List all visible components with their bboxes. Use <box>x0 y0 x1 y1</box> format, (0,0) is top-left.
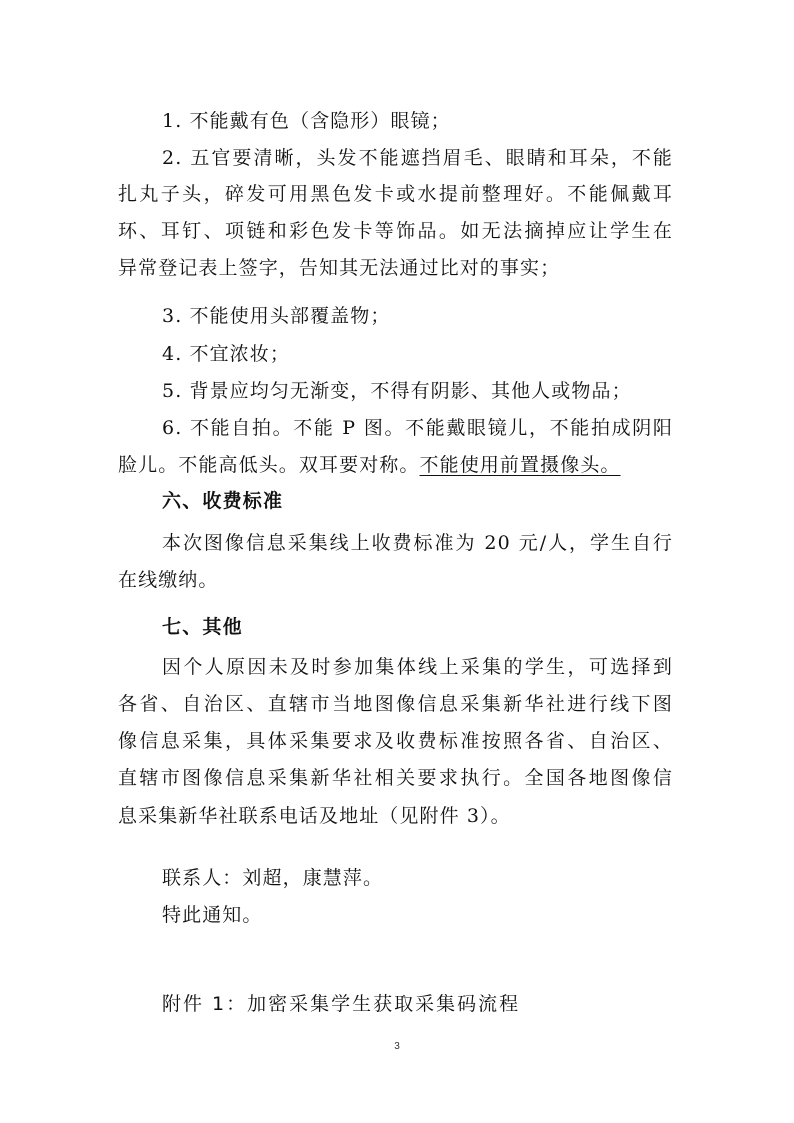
contact-line: 联系人：刘超，康慧萍。 <box>162 867 384 889</box>
section-6-line-1: 本次图像信息采集线上收费标准为 20 元/人，学生自行 <box>162 532 673 554</box>
section-7-line-4: 直辖市图像信息采集新华社相关要求执行。全国各地图像信 <box>118 767 673 789</box>
rule-item-2-line-1: 2. 五官要清晰，头发不能遮挡眉毛、眼睛和耳朵，不能 <box>162 147 673 169</box>
rule-item-3: 3. 不能使用头部覆盖物； <box>162 305 391 327</box>
section-7-heading: 七、其他 <box>162 616 243 638</box>
rule-item-2-line-4: 异常登记表上签字，告知其无法通过比对的事实； <box>118 257 561 279</box>
page-number: 3 <box>394 1041 400 1052</box>
rule-item-5: 5. 背景应均匀无渐变，不得有阴影、其他人或物品； <box>162 380 632 402</box>
section-7-line-5: 息采集新华社联系电话及地址（见附件 3）。 <box>118 805 511 827</box>
rule-item-2-line-3: 环、耳钉、项链和彩色发卡等饰品。如无法摘掉应让学生在 <box>118 220 673 242</box>
rule-item-6-line-2 <box>118 454 621 476</box>
rule-item-6-line-1: 6. 不能自拍。不能 P 图。不能戴眼镜儿，不能拍成阴阳 <box>162 417 673 439</box>
section-6-line-2: 在线缴纳。 <box>118 569 219 591</box>
rule-item-4: 4. 不宜浓妆； <box>162 343 290 365</box>
section-6-heading: 六、收费标准 <box>162 490 284 512</box>
rule-item-1: 1. 不能戴有色（含隐形）眼镜； <box>162 110 451 132</box>
section-7-line-1: 因个人原因未及时参加集体线上采集的学生，可选择到 <box>162 656 673 678</box>
attachment-1-title: 附件 1：加密采集学生获取采集码流程 <box>162 993 521 1015</box>
closing-line: 特此通知。 <box>162 904 263 926</box>
rule-item-2-line-2: 扎丸子头，碎发可用黑色发卡或水提前整理好。不能佩戴耳 <box>118 183 673 205</box>
front-camera-warning: 不能使用前置摄像头。 <box>419 454 621 476</box>
section-7-line-2: 各省、自治区、直辖市当地图像信息采集新华社进行线下图 <box>118 693 673 715</box>
section-7-line-3: 像信息采集，具体采集要求及收费标准按照各省、自治区、 <box>118 730 673 752</box>
rule-item-6-text: 脸儿。不能高低头。双耳要对称。 <box>118 454 420 476</box>
